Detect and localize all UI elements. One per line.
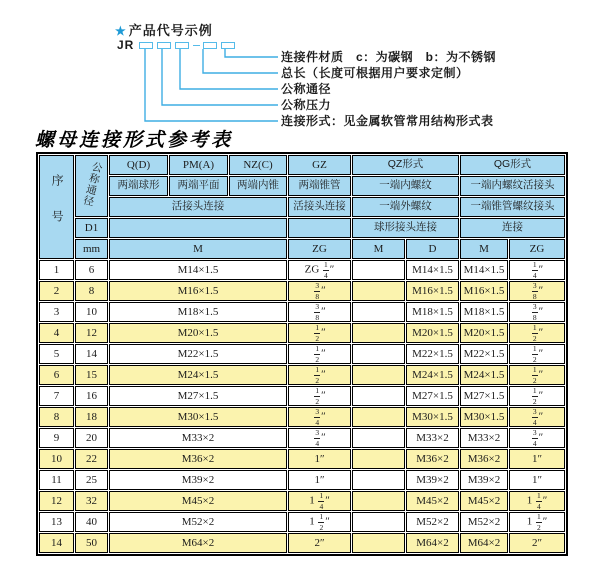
code-box <box>175 42 189 49</box>
fraction: $\frac{3}{4}$ <box>532 428 537 448</box>
cell-m: M27×1.5 <box>109 386 287 406</box>
cell-qg_zg: 2″ <box>509 533 565 553</box>
cell-qz_m <box>352 533 405 553</box>
cell-qz_m <box>352 344 405 364</box>
header-form-qg: QG形式 <box>460 155 565 175</box>
cell-qg_zg: 1 $\frac{1}{4}$ ″ <box>509 491 565 511</box>
cell-gz: ZG $\frac{1}{4}$ ″ <box>288 260 351 280</box>
cell-qg_m: M24×1.5 <box>460 365 508 385</box>
cell-qz_m <box>352 302 405 322</box>
star-icon: ★ <box>115 24 127 38</box>
cell-seq: 9 <box>39 428 74 448</box>
cell-dn: 8 <box>75 281 108 301</box>
cell-dn: 16 <box>75 386 108 406</box>
cell-seq: 12 <box>39 491 74 511</box>
fraction: $\frac{1}{2}$ <box>532 386 537 406</box>
callout-material: 连接件材质 c：为碳钢 b：为不锈钢 <box>281 50 497 64</box>
cell-qg_zg: $\frac{3}{8}$ ″ <box>509 281 565 301</box>
cell-qg_m: M39×2 <box>460 470 508 490</box>
cell-seq: 1 <box>39 260 74 280</box>
cell-qz_d: M14×1.5 <box>406 260 459 280</box>
cell-m: M52×2 <box>109 512 287 532</box>
header-end-qd: 两端球形 <box>109 176 168 196</box>
cell-m: M33×2 <box>109 428 287 448</box>
cell-qz_d: M52×2 <box>406 512 459 532</box>
table-row <box>39 491 565 511</box>
code-box <box>221 42 235 49</box>
cell-qz_m <box>352 386 405 406</box>
cell-dn: 20 <box>75 428 108 448</box>
fraction: $\frac{1}{2}$ <box>532 344 537 364</box>
fraction: $\frac{1}{4}$ <box>324 260 328 280</box>
cell-dn: 32 <box>75 491 108 511</box>
cell-m: M16×1.5 <box>109 281 287 301</box>
cell-qz_m <box>352 428 405 448</box>
table-row <box>39 344 565 364</box>
cell-qg_m: M36×2 <box>460 449 508 469</box>
fraction: $\frac{3}{8}$ <box>532 302 537 322</box>
cell-m: M14×1.5 <box>109 260 287 280</box>
cell-qg_m: M14×1.5 <box>460 260 508 280</box>
cell-qz_m <box>352 365 405 385</box>
header-thread-m3: M <box>460 239 508 259</box>
cell-qg_zg: $\frac{1}{2}$ ″ <box>509 344 565 364</box>
cell-qz_d: M39×2 <box>406 470 459 490</box>
cell-seq: 2 <box>39 281 74 301</box>
cell-qz_d: M27×1.5 <box>406 386 459 406</box>
cell-qg_zg: 1 $\frac{1}{2}$ ″ <box>509 512 565 532</box>
product-code-prefix: JR <box>117 38 135 52</box>
diagram-title: 产品代号示例 <box>128 23 213 38</box>
cell-seq: 13 <box>39 512 74 532</box>
header-end-qg: 一端内螺纹活接头 <box>460 176 565 196</box>
header-conn-qg: 一端锥管螺纹接头 <box>460 197 565 217</box>
fraction: $\frac{1}{2}$ <box>536 512 541 532</box>
header-blank-gz <box>288 218 351 238</box>
cell-dn: 22 <box>75 449 108 469</box>
header-form-qz: QZ形式 <box>352 155 459 175</box>
fraction: $\frac{1}{2}$ <box>532 365 537 385</box>
cell-seq: 5 <box>39 344 74 364</box>
table-row <box>39 428 565 448</box>
fraction: $\frac{3}{4}$ <box>315 407 320 427</box>
cell-qg_zg: $\frac{1}{2}$ ″ <box>509 365 565 385</box>
cell-qz_m <box>352 281 405 301</box>
cell-gz: 1 $\frac{1}{4}$ ″ <box>288 491 351 511</box>
header-conn-gz: 活接头连接 <box>288 197 351 217</box>
cell-dn: 12 <box>75 323 108 343</box>
cell-seq: 7 <box>39 386 74 406</box>
table-row <box>39 365 565 385</box>
cell-m: M45×2 <box>109 491 287 511</box>
cell-qz_d: M36×2 <box>406 449 459 469</box>
cell-seq: 6 <box>39 365 74 385</box>
header-unit: mm <box>75 239 108 259</box>
code-box <box>157 42 171 49</box>
table-row <box>39 323 565 343</box>
header-end-gz: 两端锥管 <box>288 176 351 196</box>
code-box <box>139 42 153 49</box>
cell-seq: 11 <box>39 470 74 490</box>
cell-qz_d: M64×2 <box>406 533 459 553</box>
product-code-row <box>117 40 239 50</box>
cell-qz_m <box>352 449 405 469</box>
cell-gz: 2″ <box>288 533 351 553</box>
cell-qz_m <box>352 323 405 343</box>
cell-gz: 1″ <box>288 470 351 490</box>
table-row <box>39 449 565 469</box>
callout-pressure: 公称压力 <box>281 98 332 112</box>
cell-qg_zg: $\frac{3}{4}$ ″ <box>509 428 565 448</box>
cell-qz_d: M30×1.5 <box>406 407 459 427</box>
cell-qg_m: M45×2 <box>460 491 508 511</box>
header-thread-m2: M <box>352 239 405 259</box>
table-row <box>39 512 565 532</box>
cell-gz: $\frac{1}{2}$ ″ <box>288 386 351 406</box>
cell-seq: 8 <box>39 407 74 427</box>
table-row <box>39 533 565 553</box>
callout-diameter: 公称通径 <box>281 82 332 96</box>
callout-connection: 连接形式：见金属软管常用结构形式表 <box>281 114 494 128</box>
header-end-nzc: 两端内锥 <box>229 176 287 196</box>
fraction: $\frac{3}{4}$ <box>315 428 320 448</box>
cell-gz: 1″ <box>288 449 351 469</box>
cell-dn: 50 <box>75 533 108 553</box>
fraction: $\frac{1}{2}$ <box>315 344 320 364</box>
header-form-qd: Q(D) <box>109 155 168 175</box>
cell-m: M18×1.5 <box>109 302 287 322</box>
header-conn-qz: 一端外螺纹 <box>352 197 459 217</box>
table-body <box>39 260 565 553</box>
cell-qz_d: M20×1.5 <box>406 323 459 343</box>
cell-m: M24×1.5 <box>109 365 287 385</box>
cell-dn: 18 <box>75 407 108 427</box>
cell-qz_d: M45×2 <box>406 491 459 511</box>
cell-dn: 10 <box>75 302 108 322</box>
header-seq: 序号 <box>39 155 74 259</box>
fraction: $\frac{1}{2}$ <box>532 323 537 343</box>
cell-qz_m <box>352 470 405 490</box>
cell-gz: $\frac{3}{4}$ ″ <box>288 407 351 427</box>
header-conn: 连接 <box>460 218 565 238</box>
cell-dn: 25 <box>75 470 108 490</box>
header-dn: 公称通径 <box>75 155 108 217</box>
cell-m: M36×2 <box>109 449 287 469</box>
cell-qz_m <box>352 491 405 511</box>
cell-qg_m: M16×1.5 <box>460 281 508 301</box>
cell-qg_zg: $\frac{1}{2}$ ″ <box>509 323 565 343</box>
nut-connection-table <box>36 152 568 556</box>
cell-qg_m: M22×1.5 <box>460 344 508 364</box>
header-form-gz: GZ <box>288 155 351 175</box>
cell-qg_m: M20×1.5 <box>460 323 508 343</box>
cell-qz_d: M18×1.5 <box>406 302 459 322</box>
header-conn-union: 活接头连接 <box>109 197 287 217</box>
table-row <box>39 386 565 406</box>
cell-qg_m: M52×2 <box>460 512 508 532</box>
cell-qg_zg: 1″ <box>509 470 565 490</box>
cell-gz: $\frac{3}{8}$ ″ <box>288 281 351 301</box>
header-thread-m1: M <box>109 239 287 259</box>
header-end-qz: 一端内螺纹 <box>352 176 459 196</box>
cell-gz: $\frac{3}{4}$ ″ <box>288 428 351 448</box>
fraction: $\frac{1}{2}$ <box>315 323 320 343</box>
cell-qz_d: M24×1.5 <box>406 365 459 385</box>
cell-qz_d: M16×1.5 <box>406 281 459 301</box>
cell-qg_zg: $\frac{3}{8}$ ″ <box>509 302 565 322</box>
cell-qz_m <box>352 407 405 427</box>
cell-qg_m: M64×2 <box>460 533 508 553</box>
cell-dn: 15 <box>75 365 108 385</box>
fraction: $\frac{1}{4}$ <box>536 491 541 511</box>
header-thread-zg1: ZG <box>288 239 351 259</box>
fraction: $\frac{1}{2}$ <box>319 512 324 532</box>
cell-seq: 3 <box>39 302 74 322</box>
fraction: $\frac{3}{8}$ <box>315 281 320 301</box>
fraction: $\frac{1}{2}$ <box>315 365 320 385</box>
code-box <box>203 42 217 49</box>
header-blank-m <box>109 218 287 238</box>
fraction: $\frac{1}{4}$ <box>532 260 537 280</box>
cell-dn: 6 <box>75 260 108 280</box>
cell-qz_d: M33×2 <box>406 428 459 448</box>
cell-qz_m <box>352 260 405 280</box>
header-d1: D1 <box>75 218 108 238</box>
header-thread-zg2: ZG <box>509 239 565 259</box>
fraction: $\frac{3}{4}$ <box>532 407 537 427</box>
table-row <box>39 281 565 301</box>
cell-qg_zg: $\frac{1}{4}$ ″ <box>509 260 565 280</box>
cell-qz_d: M22×1.5 <box>406 344 459 364</box>
header-form-pma: PM(A) <box>169 155 228 175</box>
header-form-nzc: NZ(C) <box>229 155 287 175</box>
cell-seq: 14 <box>39 533 74 553</box>
cell-seq: 10 <box>39 449 74 469</box>
table-row <box>39 302 565 322</box>
cell-dn: 40 <box>75 512 108 532</box>
cell-m: M20×1.5 <box>109 323 287 343</box>
cell-m: M39×2 <box>109 470 287 490</box>
cell-gz: $\frac{1}{2}$ ″ <box>288 365 351 385</box>
table-header <box>39 155 565 259</box>
cell-gz: $\frac{3}{8}$ ″ <box>288 302 351 322</box>
diagram-heading <box>115 20 213 39</box>
cell-qg_zg: 1″ <box>509 449 565 469</box>
table-row <box>39 407 565 427</box>
fraction: $\frac{3}{8}$ <box>532 281 537 301</box>
cell-m: M30×1.5 <box>109 407 287 427</box>
table-title: 螺母连接形式参考表 <box>35 129 234 151</box>
cell-dn: 14 <box>75 344 108 364</box>
cell-seq: 4 <box>39 323 74 343</box>
cell-m: M64×2 <box>109 533 287 553</box>
cell-qg_zg: $\frac{1}{2}$ ″ <box>509 386 565 406</box>
table-row <box>39 470 565 490</box>
fraction: $\frac{3}{8}$ <box>315 302 320 322</box>
header-ball-conn: 球形接头连接 <box>352 218 459 238</box>
cell-gz: $\frac{1}{2}$ ″ <box>288 344 351 364</box>
table-row <box>39 260 565 280</box>
callout-length: 总长（长度可根据用户要求定制） <box>281 66 469 80</box>
cell-qg_m: M27×1.5 <box>460 386 508 406</box>
fraction: $\frac{1}{4}$ <box>319 491 324 511</box>
cell-m: M22×1.5 <box>109 344 287 364</box>
cell-qg_m: M18×1.5 <box>460 302 508 322</box>
cell-qg_zg: $\frac{3}{4}$ ″ <box>509 407 565 427</box>
cell-qz_m <box>352 512 405 532</box>
cell-qg_m: M33×2 <box>460 428 508 448</box>
cell-qg_m: M30×1.5 <box>460 407 508 427</box>
header-end-pma: 两端平面 <box>169 176 228 196</box>
code-dash <box>193 45 200 46</box>
fraction: $\frac{1}{2}$ <box>315 386 320 406</box>
cell-gz: 1 $\frac{1}{2}$ ″ <box>288 512 351 532</box>
cell-gz: $\frac{1}{2}$ ″ <box>288 323 351 343</box>
header-thread-d: D <box>406 239 459 259</box>
